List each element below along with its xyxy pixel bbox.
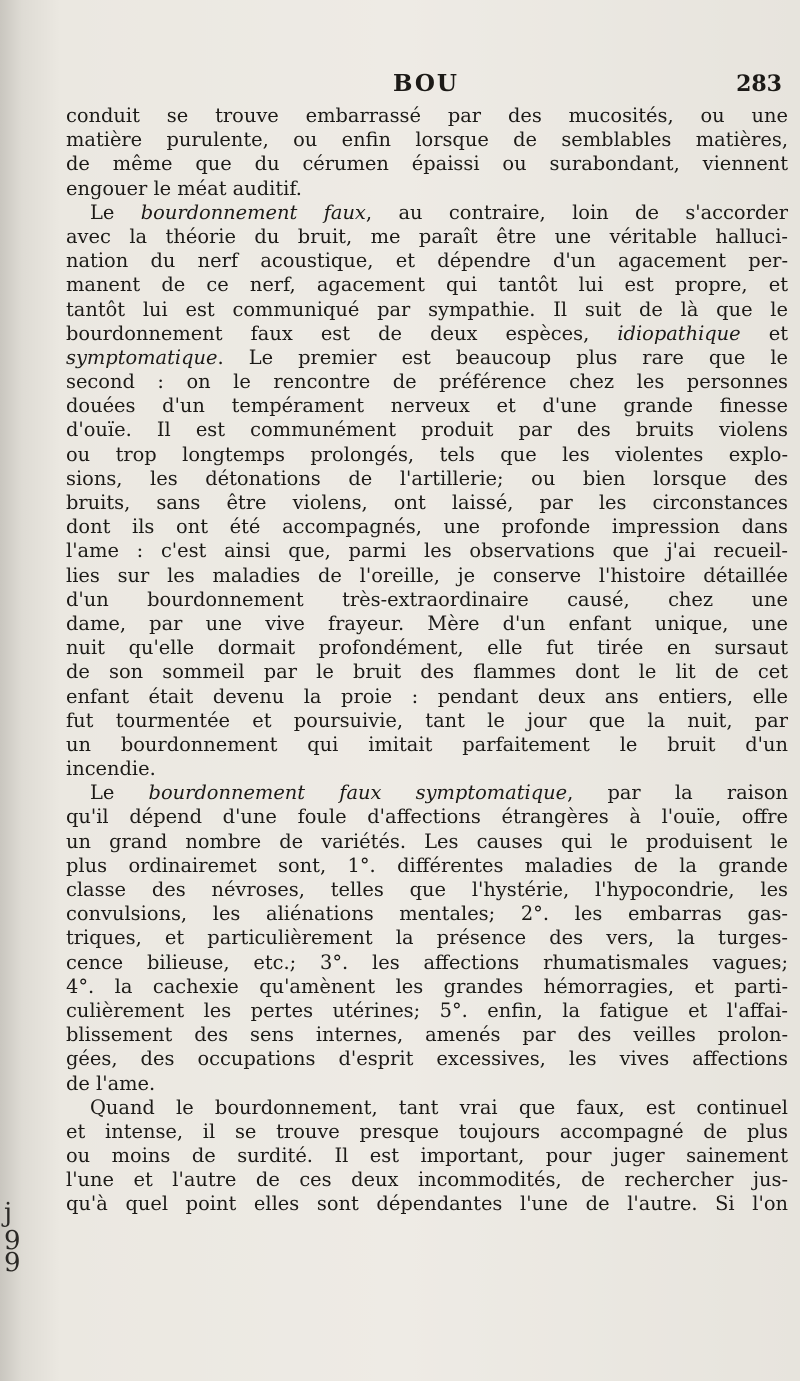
- text-line: [66, 1168, 788, 1192]
- text-line: [66, 1072, 788, 1096]
- body-text: [66, 104, 788, 1217]
- text-run: lies sur les maladies de l'oreille, je conserve l'histoire détaillée: [66, 563, 788, 587]
- page-header: [66, 70, 786, 104]
- text-line: [66, 612, 788, 636]
- gutter-mark: 9: [4, 1226, 21, 1256]
- text-run: convulsions, les aliénations mentales; 2°. les embarras gas-: [66, 902, 788, 926]
- italic-term: idiopathique: [617, 321, 741, 345]
- text-line: [66, 225, 788, 249]
- text-run: 4°. la cachexie qu'amènent les grandes hémorragies, et parti-: [66, 974, 788, 998]
- text-run: enfant était devenu la proie : pendant deux ans entiers, elle: [66, 684, 788, 708]
- text-line: [66, 515, 788, 539]
- text-line: [66, 1096, 788, 1120]
- text-run: gées, des occupations d'esprit excessives, les vives affections: [66, 1047, 788, 1071]
- text-line: [66, 1120, 788, 1144]
- text-run: d'ouïe. Il est communément produit par des bruits violens: [66, 418, 788, 442]
- text-run: nation du nerf acoustique, et dépendre d'un agacement per-: [66, 249, 788, 273]
- text-run: de son sommeil par le bruit des flammes dont le lit de cet: [66, 660, 788, 684]
- text-run: de même que du cérumen épaissi ou surabondant, viennent: [66, 152, 788, 176]
- text-line: [66, 1192, 788, 1216]
- text-run: douées d'un tempérament nerveux et d'une grande finesse: [66, 394, 788, 418]
- text-line: [66, 128, 788, 152]
- text-run: qu'à quel point elles sont dépendantes l'une de l'autre. Si l'on: [66, 1192, 788, 1216]
- text-run: matière purulente, ou enfin lorsque de semblables matières,: [66, 128, 788, 152]
- text-line: [66, 733, 788, 757]
- text-run: cence bilieuse, etc.; 3°. les affections rhumatismales vagues;: [66, 950, 788, 974]
- text-line: [66, 201, 788, 225]
- text-line: [66, 273, 788, 297]
- text-run: qu'il dépend d'une foule d'affections étrangères à l'ouïe, offre: [66, 805, 788, 829]
- text-line: [66, 104, 788, 128]
- text-run: plus ordinairemet sont, 1°. différentes maladies de la grande: [66, 853, 788, 877]
- text-line: [66, 1023, 788, 1047]
- text-line: [66, 926, 788, 950]
- text-run: dame, par une vive frayeur. Mère d'un enfant unique, une: [66, 611, 788, 635]
- text-line: [66, 564, 788, 588]
- text-run: conduit se trouve embarrassé par des mucosités, ou une: [66, 104, 788, 127]
- italic-term: bourdonnement faux symptomatique: [148, 781, 568, 805]
- text-run: et intense, il se trouve presque toujours accompagné de plus: [66, 1119, 788, 1143]
- text-run: un bourdonnement qui imitait parfaitement le bruit d'un: [66, 732, 788, 756]
- text-line: [66, 539, 788, 563]
- text-run: sions, les détonations de l'artillerie; ou bien lorsque des: [66, 466, 788, 490]
- text-line: [66, 418, 788, 442]
- text-run: l'ame : c'est ainsi que, parmi les observations que j'ai recueil-: [66, 539, 788, 563]
- text-line: [66, 1047, 788, 1071]
- text-run: classe des névroses, telles que l'hystérie, l'hypocondrie, les: [66, 878, 788, 901]
- text-line: [66, 394, 788, 418]
- text-line: [66, 975, 788, 999]
- text-run: bruits, sans être violens, ont laissé, par les circonstances: [66, 491, 788, 514]
- text-line: [66, 660, 788, 684]
- text-run: d'un bourdonnement très-extraordinaire causé, chez une: [66, 587, 788, 611]
- text-run: ou trop longtemps prolongés, tels que les violentes explo-: [66, 442, 788, 466]
- text-line: [66, 346, 788, 370]
- text-line: [66, 1144, 788, 1168]
- italic-term: symptomatique: [66, 345, 218, 369]
- text-run: et: [740, 321, 788, 345]
- text-run: Le: [90, 200, 141, 224]
- text-run: triques, et particulièrement la présence des vers, la turges-: [66, 926, 788, 950]
- text-run: bourdonnement faux est de deux espèces,: [66, 321, 618, 345]
- text-run: avec la théorie du bruit, me paraît être une véritable halluci-: [66, 224, 788, 248]
- text-line: [66, 951, 788, 975]
- text-run: fut tourmentée et poursuivie, tant le jour que la nuit, par: [66, 708, 788, 732]
- text-line: [66, 636, 788, 660]
- text-line: [66, 902, 788, 926]
- text-line: [66, 830, 788, 854]
- text-run: Le: [90, 781, 149, 805]
- gutter-mark: j: [4, 1198, 13, 1228]
- text-run: second : on le rencontre de préférence chez les personnes: [66, 370, 788, 394]
- page-number: 283: [736, 71, 782, 97]
- text-line: [66, 588, 788, 612]
- text-line: [66, 249, 788, 273]
- text-line: [66, 757, 788, 781]
- gutter-mark: 9: [4, 1248, 21, 1278]
- text-run: un grand nombre de variétés. Les causes qui le produisent le: [66, 829, 788, 853]
- text-line: [66, 781, 788, 805]
- text-line: [66, 685, 788, 709]
- text-line: [66, 999, 788, 1023]
- text-run: incendie.: [66, 757, 156, 781]
- text-line: [66, 443, 788, 467]
- text-run: Quand le bourdonnement, tant vrai que faux, est continuel: [90, 1095, 788, 1119]
- text-line: [66, 854, 788, 878]
- text-line: [66, 491, 788, 515]
- text-run: engouer le méat auditif.: [66, 176, 302, 200]
- text-line: [66, 298, 788, 322]
- text-run: . Le premier est beaucoup plus rare que le: [217, 345, 788, 369]
- text-line: [66, 709, 788, 733]
- text-run: tantôt lui est communiqué par sympathie. Il suit de là que le: [66, 297, 788, 321]
- text-line: [66, 370, 788, 394]
- text-line: [66, 467, 788, 491]
- text-run: , par la raison: [567, 781, 788, 805]
- text-run: de l'ame.: [66, 1071, 156, 1095]
- text-run: manent de ce nerf, agacement qui tantôt lui est propre, et: [66, 273, 788, 297]
- text-run: , au contraire, loin de s'accorder: [365, 200, 788, 224]
- running-head: BOU: [393, 70, 459, 97]
- italic-term: bourdonnement faux: [140, 200, 366, 224]
- text-run: nuit qu'elle dormait profondément, elle fut tirée en sursaut: [66, 636, 788, 660]
- text-run: ou moins de surdité. Il est important, pour juger sainement: [66, 1144, 788, 1168]
- text-line: [66, 152, 788, 176]
- text-run: l'une et l'autre de ces deux incommodités, de rechercher jus-: [66, 1168, 788, 1192]
- text-line: [66, 177, 788, 201]
- text-line: [66, 805, 788, 829]
- text-line: [66, 322, 788, 346]
- text-run: blissement des sens internes, amenés par des veilles prolon-: [66, 1023, 788, 1047]
- text-line: [66, 878, 788, 902]
- text-run: culièrement les pertes utérines; 5°. enfin, la fatigue et l'affai-: [66, 998, 788, 1022]
- text-run: dont ils ont été accompagnés, une profonde impression dans: [66, 515, 788, 539]
